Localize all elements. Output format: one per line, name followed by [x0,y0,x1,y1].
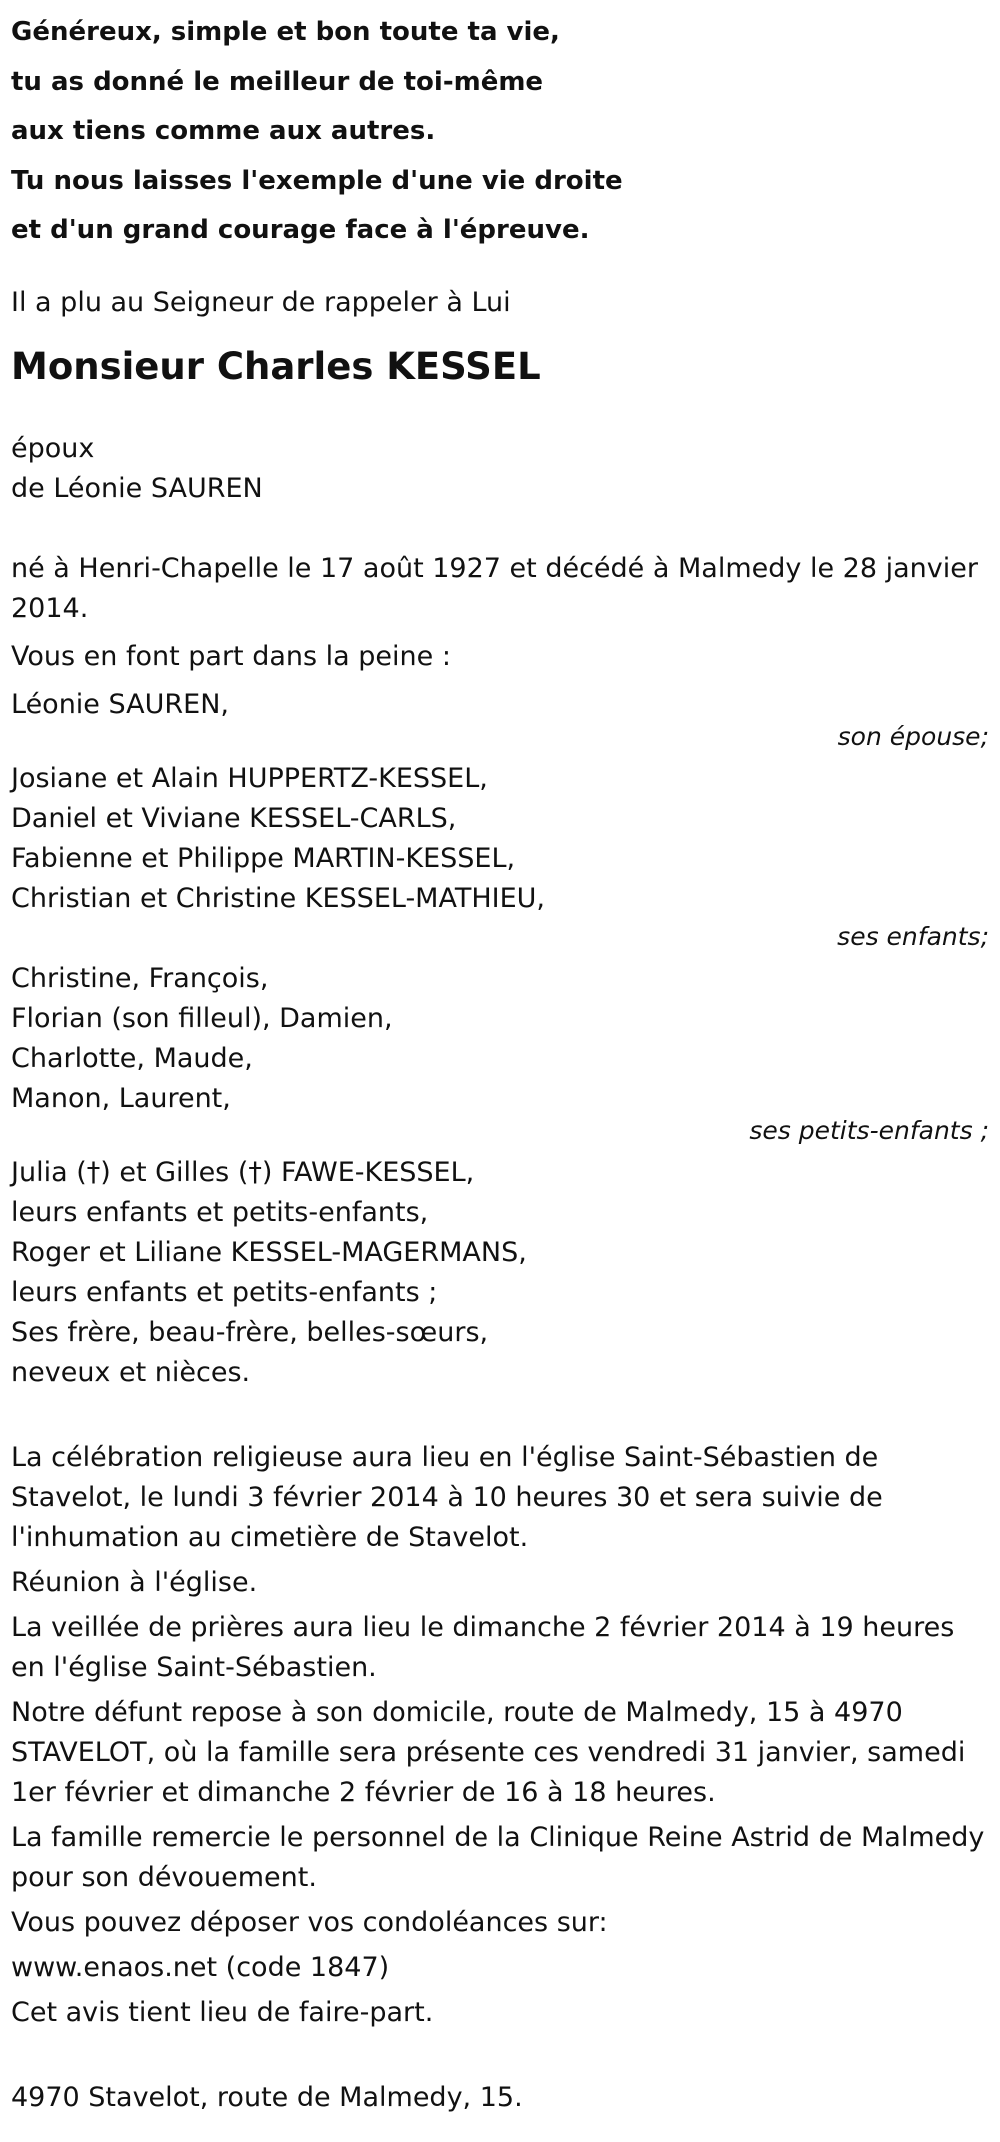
list-item: Manon, Laurent, [11,1082,231,1114]
list-item: Josiane et Alain HUPPERTZ-KESSEL, [11,762,488,794]
grandchildren-list [11,959,991,1119]
poem-line: Généreux, simple et bon toute ta vie, [11,17,560,47]
list-item: Daniel et Viviane KESSEL-CARLS, [11,802,457,834]
reunion-text: Réunion à l'église. [11,1566,258,1598]
website-text: www.enaos.net (code 1847) [11,1951,390,1983]
address-text: 4970 Stavelot, route de Malmedy, 15. [11,2081,523,2113]
poem-line: aux tiens comme aux autres. [11,116,436,146]
list-item: neveux et nièces. [11,1356,251,1388]
announce-text: Vous en font part dans la peine : [11,640,451,672]
list-item: Charlotte, Maude, [11,1042,253,1074]
other-family-list [11,1153,991,1393]
vigil-text: La veillée de prières aura lieu le dimanche 2 février 2014 à 19 heures en l'église Saint-Sébastien. [11,1611,955,1683]
children-list [11,759,991,919]
spouse-role: son épouse; [837,721,989,751]
birth-death-text: né à Henri-Chapelle le 17 août 1927 et décédé à Malmedy le 28 janvier 2014. [11,552,978,624]
poem [11,8,991,256]
grandchildren-role: ses petits-enfants ; [749,1115,989,1145]
condolences-text: Vous pouvez déposer vos condoléances sur: [11,1906,608,1938]
obituary-notice [11,0,991,2118]
list-item: Ses frère, beau-frère, belles-sœurs, [11,1316,489,1348]
thanks-text: La famille remercie le personnel de la Clinique Reine Astrid de Malmedy pour son dévouement. [11,1821,985,1893]
list-item: leurs enfants et petits-enfants ; [11,1276,438,1308]
poem-line: Tu nous laisses l'exemple d'une vie droite [11,165,623,196]
intro-text: Il a plu au Seigneur de rappeler à Lui [11,286,511,318]
spouse-name: Léonie SAUREN, [11,688,229,720]
list-item: Christian et Christine KESSEL-MATHIEU, [11,882,546,914]
spouse-line: de Léonie SAUREN [11,472,263,504]
list-item: Christine, François, [11,962,269,994]
children-role: ses enfants; [837,921,989,951]
list-item: Julia (†) et Gilles (†) FAWE-KESSEL, [11,1156,475,1188]
list-item: Roger et Liliane KESSEL-MAGERMANS, [11,1236,527,1268]
list-item: leurs enfants et petits-enfants, [11,1196,429,1228]
celebration-text: La célébration religieuse aura lieu en l'église Saint-Sébastien de Stavelot, le lundi 3 février 2014 à 10 heures 30 et sera suivie de l'inhumation au cimetière de Stavelot. [11,1441,883,1553]
poem-line: tu as donné le meilleur de toi-même [11,66,544,97]
list-item: Florian (son filleul), Damien, [11,1002,393,1034]
rest-text: Notre défunt repose à son domicile, route de Malmedy, 15 à 4970 STAVELOT, où la famille sera présente ces vendredi 31 janvier, samedi 1er février et dimanche 2 février de 16 à 18 heures. [11,1696,966,1808]
poem-line: et d'un grand courage face à l'épreuve. [11,215,590,245]
notice-text: Cet avis tient lieu de faire-part. [11,1996,434,2028]
spouse-line: époux [11,432,95,464]
deceased-name: Monsieur Charles KESSEL [11,344,541,388]
list-item: Fabienne et Philippe MARTIN-KESSEL, [11,842,516,874]
spouse-info [11,429,991,509]
